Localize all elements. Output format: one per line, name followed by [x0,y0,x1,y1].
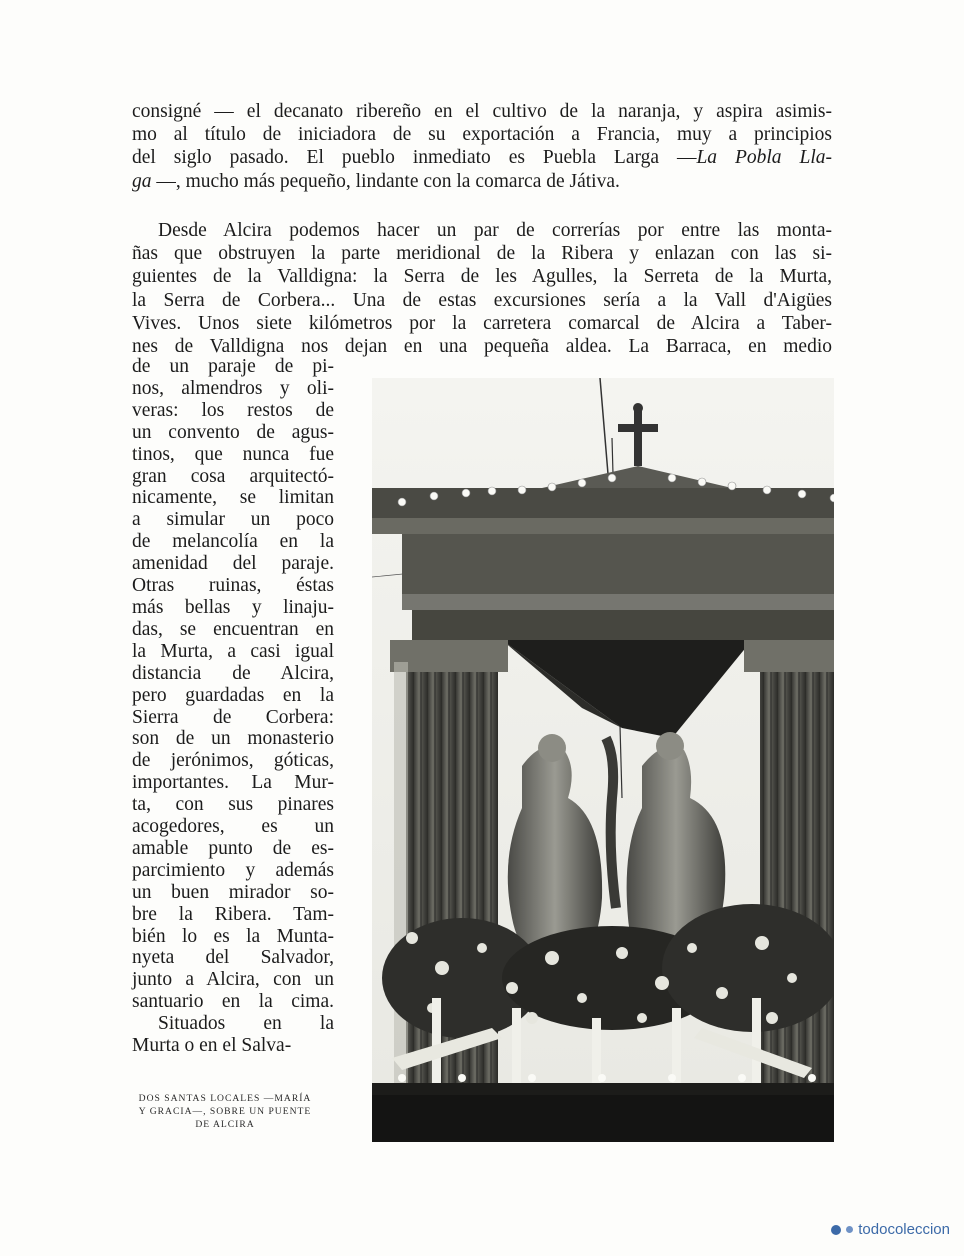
text-line: guientes de la Valldigna: la Serra de les Agulles, la Serreta de la Murta, [132,266,832,288]
text-line: mo al título de iniciadora de su exportación a Francia, muy a principios [132,124,832,146]
watermark-dot-icon [846,1226,853,1233]
photo-caption [116,1092,334,1131]
column-text-line: veras: los restos de [132,399,334,421]
column-text-line: la Murta, a casi igual [132,640,334,662]
column-text-line: tinos, que nunca fue [132,443,334,465]
text-line: Vives. Unos siete kilómetros por la carretera comarcal de Alcira a Taber- [132,312,832,334]
text-fragment: —, mucho más pequeño, lindante con la comarca de Játiva. [151,170,620,192]
column-text-line: acogedores, es un [132,816,334,838]
column-text-line: ta, con sus pinares [132,794,334,816]
column-text-line: amable punto de es- [132,837,334,859]
column-text-line: das, se encuentran en [132,618,334,640]
column-text-line: nyeta del Salvador, [132,947,334,969]
column-text-line: Sierra de Corbera: [132,706,334,728]
column-text-line: Murta o en el Salva- [132,1035,292,1057]
column-left-text [132,356,334,1057]
column-text-line: bién lo es la Munta- [132,925,334,947]
column-text-line: parcimiento y además [132,859,334,881]
italic-fragment: La Pobla Lla- [696,147,832,169]
column-text-line: de jerónimos, góticas, [132,750,334,772]
paragraph-top [132,100,832,193]
paragraph-mid [132,219,832,358]
column-text-line: son de un monasterio [132,728,334,750]
text-line: ñas que obstruyen la parte meridional de la Ribera y enlazan con las si- [132,243,832,265]
watermark-logo [831,1221,950,1238]
column-text-line: junto a Alcira, con un [132,969,334,991]
text-line [132,146,832,169]
column-text-line: pero guardadas en la [132,684,334,706]
caption-line: Y GRACIA—, SOBRE UN PUENTE [138,1106,312,1117]
column-text-line: amenidad del paraje. [132,553,334,575]
column-text-line: a simular un poco [132,509,334,531]
column-text-line: gran cosa arquitectó- [132,465,334,487]
column-text-line: nicamente, se limitan [132,487,334,509]
watermark-dot-icon [831,1225,841,1235]
column-text-line: importantes. La Mur- [132,772,334,794]
shrine-photo-drawing [372,378,834,1142]
column-text-line: un convento de agus- [132,421,334,443]
text-line: nes de Valldigna nos dejan en una pequeña aldea. La Barraca, en medio [132,336,832,358]
column-text-line: nos, almendros y oli- [132,377,334,399]
column-text-line: Otras ruinas, éstas [132,575,334,597]
italic-fragment: ga [132,170,152,192]
column-text-line: bre la Ribera. Tam- [132,903,334,925]
column-text-line: de un paraje de pi- [132,356,334,377]
caption-line: DOS SANTAS LOCALES —MARÍA [138,1093,312,1104]
text-line [132,170,832,193]
text-line: consigné — el decanato ribereño en el cultivo de la naranja, y aspira asimis- [132,101,832,122]
column-text-line: distancia de Alcira, [132,662,334,684]
column-text-line: Situados en la [158,1013,334,1035]
text-fragment: del siglo pasado. El pueblo inmediato es Puebla Larga — [132,147,697,169]
column-text-line: de melancolía en la [132,531,334,553]
column-text-line: santuario en la cima. [132,991,334,1013]
column-text-line: más bellas y linaju- [132,596,334,618]
text-line: Desde Alcira podemos hacer un par de correrías por entre las monta- [158,220,832,241]
shrine-photo [372,378,834,1142]
caption-line: DE ALCIRA [195,1119,255,1130]
column-text-line: un buen mirador so- [132,881,334,903]
text-line: la Serra de Corbera... Una de estas excursiones sería a la Vall d'Aigües [132,289,832,311]
watermark-text: todocoleccion [858,1221,950,1238]
